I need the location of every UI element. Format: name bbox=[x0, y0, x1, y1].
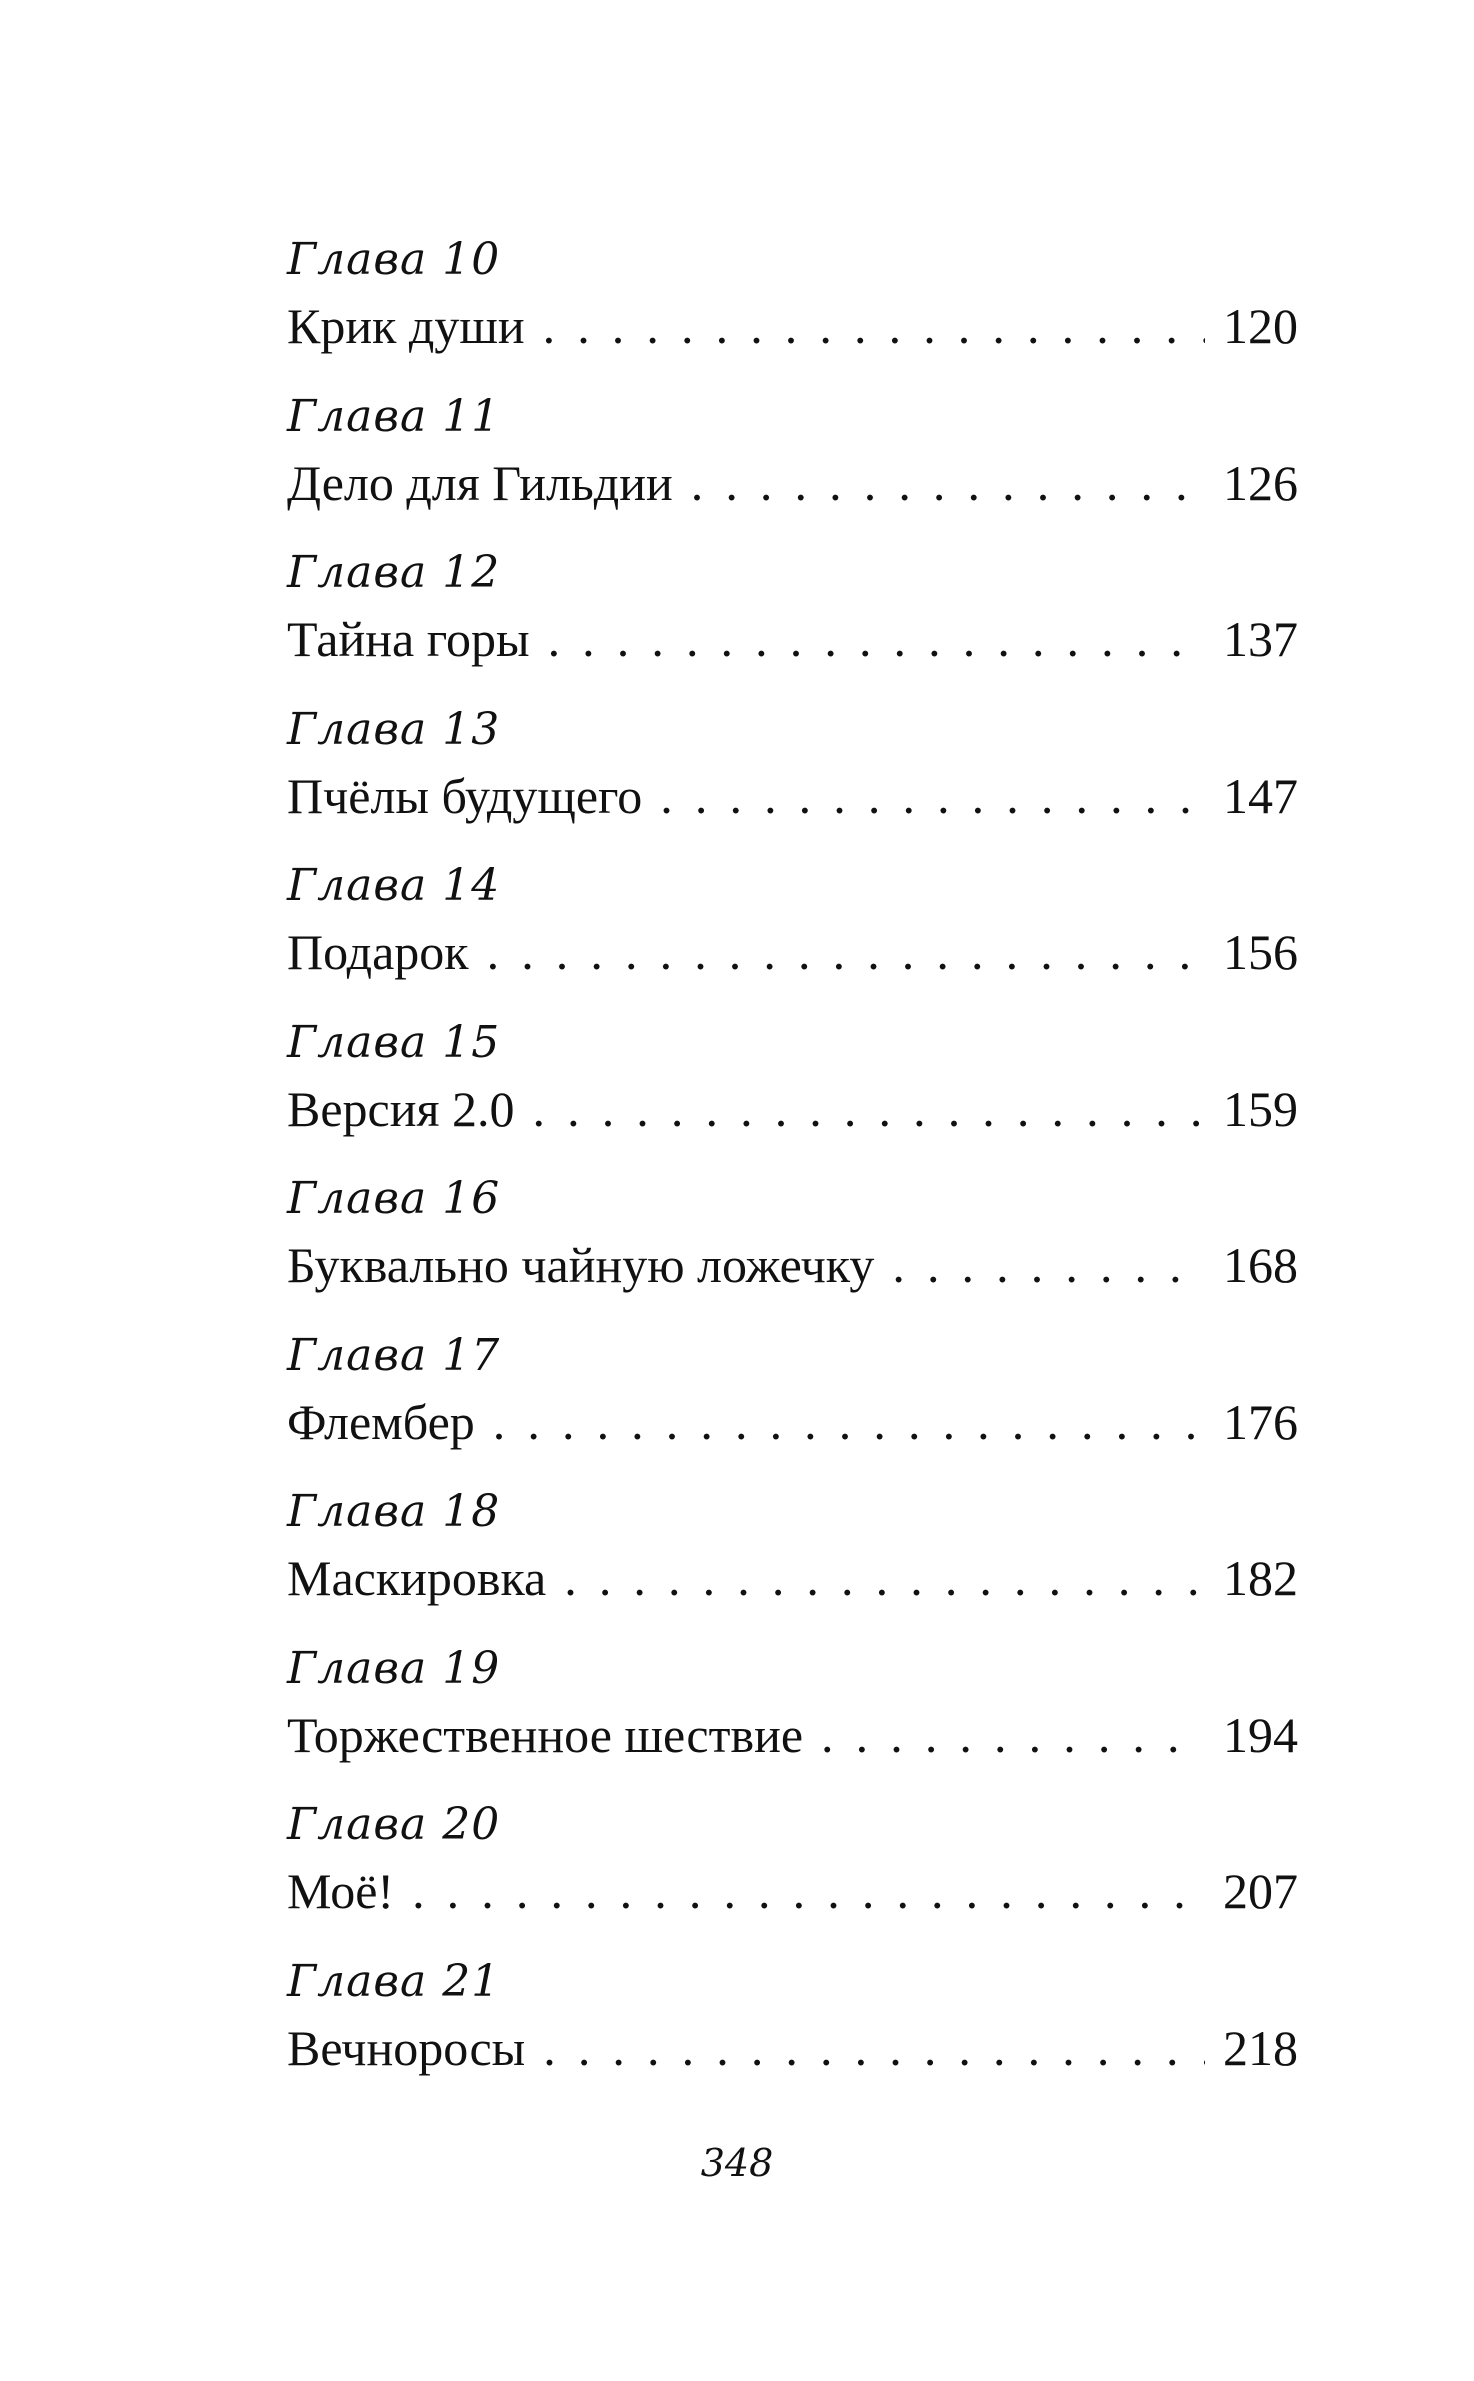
page-number: 182 bbox=[1223, 1550, 1298, 1606]
chapter-title: Тайна горы bbox=[287, 611, 530, 667]
dot-leader bbox=[691, 450, 1205, 516]
page-folio: 348 bbox=[700, 2141, 774, 2185]
chapter-title: Вечноросы bbox=[287, 2019, 526, 2076]
toc-entry bbox=[287, 1008, 1298, 1165]
chapter-label: Глава 18 bbox=[287, 1486, 501, 1537]
chapter-label: Глава 15 bbox=[287, 1016, 501, 1068]
dot-leader bbox=[493, 1389, 1205, 1455]
toc-entry bbox=[287, 225, 1298, 382]
toc-line bbox=[287, 606, 1298, 672]
dot-leader bbox=[543, 2015, 1205, 2081]
chapter-label: Глава 12 bbox=[287, 547, 501, 598]
chapter-label: Глава 16 bbox=[287, 1173, 501, 1224]
toc-entry bbox=[287, 538, 1298, 695]
dot-leader bbox=[821, 1702, 1205, 1768]
toc-line bbox=[287, 293, 1298, 359]
toc-line bbox=[287, 763, 1298, 829]
chapter-title: Пчёлы будущего bbox=[287, 767, 643, 824]
toc-line bbox=[287, 1545, 1298, 1611]
toc-entry bbox=[287, 1321, 1298, 1478]
chapter-title: Буквально чайную ложечку bbox=[287, 1237, 875, 1293]
page-number: 126 bbox=[1223, 454, 1298, 511]
toc-entry bbox=[287, 1790, 1298, 1947]
chapter-title: Торжественное шествие bbox=[287, 1706, 804, 1763]
page-number: 168 bbox=[1223, 1237, 1298, 1293]
toc-line bbox=[287, 2015, 1298, 2081]
page-number: 120 bbox=[1223, 298, 1298, 354]
dot-leader bbox=[548, 606, 1205, 672]
dot-leader bbox=[412, 1858, 1205, 1924]
toc-entry bbox=[287, 1634, 1298, 1791]
toc-entry bbox=[287, 1477, 1298, 1634]
chapter-label: Глава 20 bbox=[287, 1799, 501, 1850]
page-number: 194 bbox=[1223, 1706, 1298, 1763]
page-number: 159 bbox=[1223, 1080, 1298, 1137]
page-number: 176 bbox=[1223, 1393, 1298, 1450]
chapter-title: Маскировка bbox=[287, 1550, 547, 1606]
chapter-label: Глава 11 bbox=[287, 390, 501, 442]
dot-leader bbox=[892, 1232, 1205, 1298]
table-of-contents bbox=[287, 225, 1298, 2103]
dot-leader bbox=[660, 763, 1205, 829]
chapter-title: Версия 2.0 bbox=[287, 1080, 515, 1137]
toc-line bbox=[287, 1389, 1298, 1455]
page-number: 137 bbox=[1223, 611, 1298, 667]
chapter-label: Глава 19 bbox=[287, 1642, 501, 1694]
page-number: 156 bbox=[1223, 924, 1298, 980]
toc-line bbox=[287, 1858, 1298, 1924]
toc-line bbox=[287, 1232, 1298, 1298]
chapter-label: Глава 21 bbox=[287, 1955, 501, 2007]
toc-line bbox=[287, 1702, 1298, 1768]
toc-entry bbox=[287, 382, 1298, 539]
toc-line bbox=[287, 919, 1298, 985]
page-number: 147 bbox=[1223, 767, 1298, 824]
chapter-label: Глава 13 bbox=[287, 703, 501, 755]
chapter-label: Глава 14 bbox=[287, 860, 501, 911]
chapter-title: Дело для Гильдии bbox=[287, 454, 673, 511]
toc-entry bbox=[287, 695, 1298, 852]
dot-leader bbox=[487, 919, 1205, 985]
dot-leader bbox=[543, 293, 1205, 359]
dot-leader bbox=[533, 1076, 1206, 1142]
toc-line bbox=[287, 1076, 1298, 1142]
chapter-label: Глава 17 bbox=[287, 1329, 501, 1381]
chapter-title: Флембер bbox=[287, 1393, 475, 1450]
toc-entry bbox=[287, 1164, 1298, 1321]
toc-line bbox=[287, 450, 1298, 516]
chapter-label: Глава 10 bbox=[287, 234, 501, 285]
page-number: 218 bbox=[1223, 2019, 1298, 2076]
chapter-title: Моё! bbox=[287, 1863, 395, 1919]
toc-entry bbox=[287, 851, 1298, 1008]
chapter-title: Крик души bbox=[287, 298, 525, 354]
toc-entry bbox=[287, 1947, 1298, 2104]
chapter-title: Подарок bbox=[287, 924, 469, 980]
page-number: 207 bbox=[1223, 1863, 1298, 1919]
dot-leader bbox=[564, 1545, 1205, 1611]
